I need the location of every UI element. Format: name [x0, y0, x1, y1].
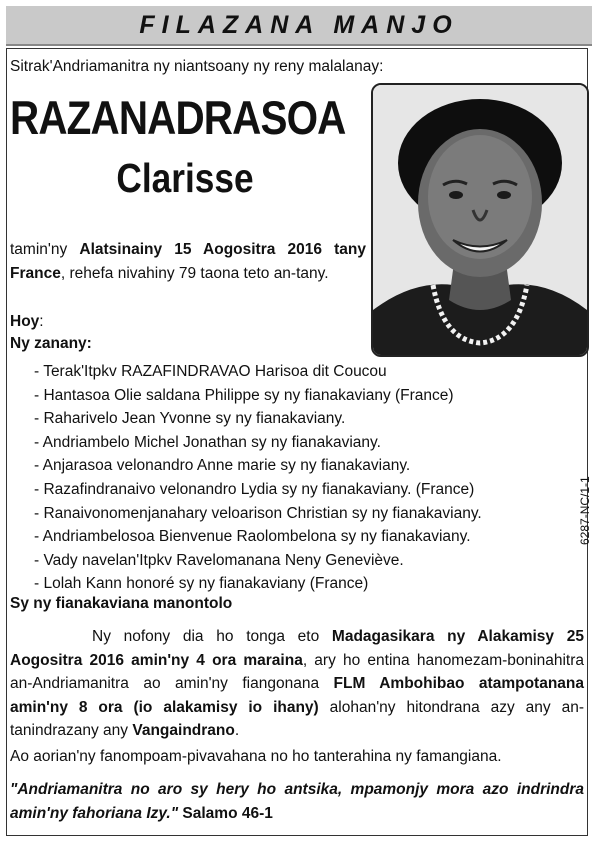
list-item: - Raharivelo Jean Yvonne sy ny fianakaviany.: [34, 410, 346, 428]
list-item: - Ranaivonomenjanahary veloarison Christian sy ny fianakaviany.: [34, 504, 482, 522]
funeral-paragraph: Ny nofony dia ho tonga eto Madagasikara ny Alakamisy 25 Aogositra 2016 amin'ny 4 ora maraina, ary ho entina hanomezam-boninahitra an-Andriamanitra ao amin'ny fiangonana FLM Ambohibao atampotanana amin'ny 8 ora (io alakamisy io ihany) alohan'ny hitondrana azy any an-tanindrazany any Vangaindrano.: [10, 628, 584, 739]
death-details: [10, 238, 366, 286]
grandchildren-label: Sy ny fianakaviana manontolo: [10, 595, 233, 612]
death-date: Alatsinainy 15 Aogositra 2016 tany: [79, 241, 367, 258]
bible-quote: "Andriamanitra no aro sy hery ho antsika, mpamonjy mora azo indrindra amin'ny fahoriana Izy." Salamo 46-1: [10, 781, 584, 822]
list-item: - Razafindranaivo velonandro Lydia sy ny fianakaviany. (France): [34, 480, 475, 498]
deceased-surname: RAZANADRASOA: [10, 91, 346, 144]
closing-paragraph: Ao aorian'ny fanompoam-pivavahana no ho tanterahina ny famangiana.: [10, 748, 502, 765]
death-place: France: [10, 265, 61, 282]
children-list: [34, 360, 482, 596]
header-banner: [6, 6, 592, 46]
hoy-label: Hoy:: [10, 313, 44, 330]
header-title: FILAZANA MANJO: [139, 10, 459, 39]
reference-code: 6287-NC/1-1: [578, 476, 592, 545]
list-item: - Anjarasoa velonandro Anne marie sy ny fianakaviany.: [34, 457, 411, 475]
intro-text: Sitrak'Andriamanitra ny niantsoany ny reny malalanay:: [10, 58, 384, 75]
list-item: - Vady navelan'Itpkv Ravelomanana Neny Geneviève.: [34, 551, 404, 569]
list-item: - Andriambelo Michel Jonathan sy ny fianakaviany.: [34, 433, 381, 451]
list-item: - Hantasoa Olie saldana Philippe sy ny fianakaviany (France): [34, 386, 454, 404]
children-label: Ny zanany:: [10, 335, 92, 352]
deceased-firstname: Clarisse: [116, 155, 254, 201]
death-prefix: tamin'ny: [10, 241, 68, 258]
list-item: - Lolah Kann honoré sy ny fianakaviany (France): [34, 575, 369, 593]
list-item: - Terak'Itpkv RAZAFINDRAVAO Harisoa dit Coucou: [34, 363, 387, 380]
death-suffix: , rehefa nivahiny 79 taona teto an-tany.: [60, 265, 329, 282]
list-item: - Andriambelosoa Bienvenue Raolombelona sy ny fianakaviany.: [34, 528, 471, 546]
portrait-illustration: [373, 85, 587, 355]
portrait-photo: [371, 83, 589, 357]
